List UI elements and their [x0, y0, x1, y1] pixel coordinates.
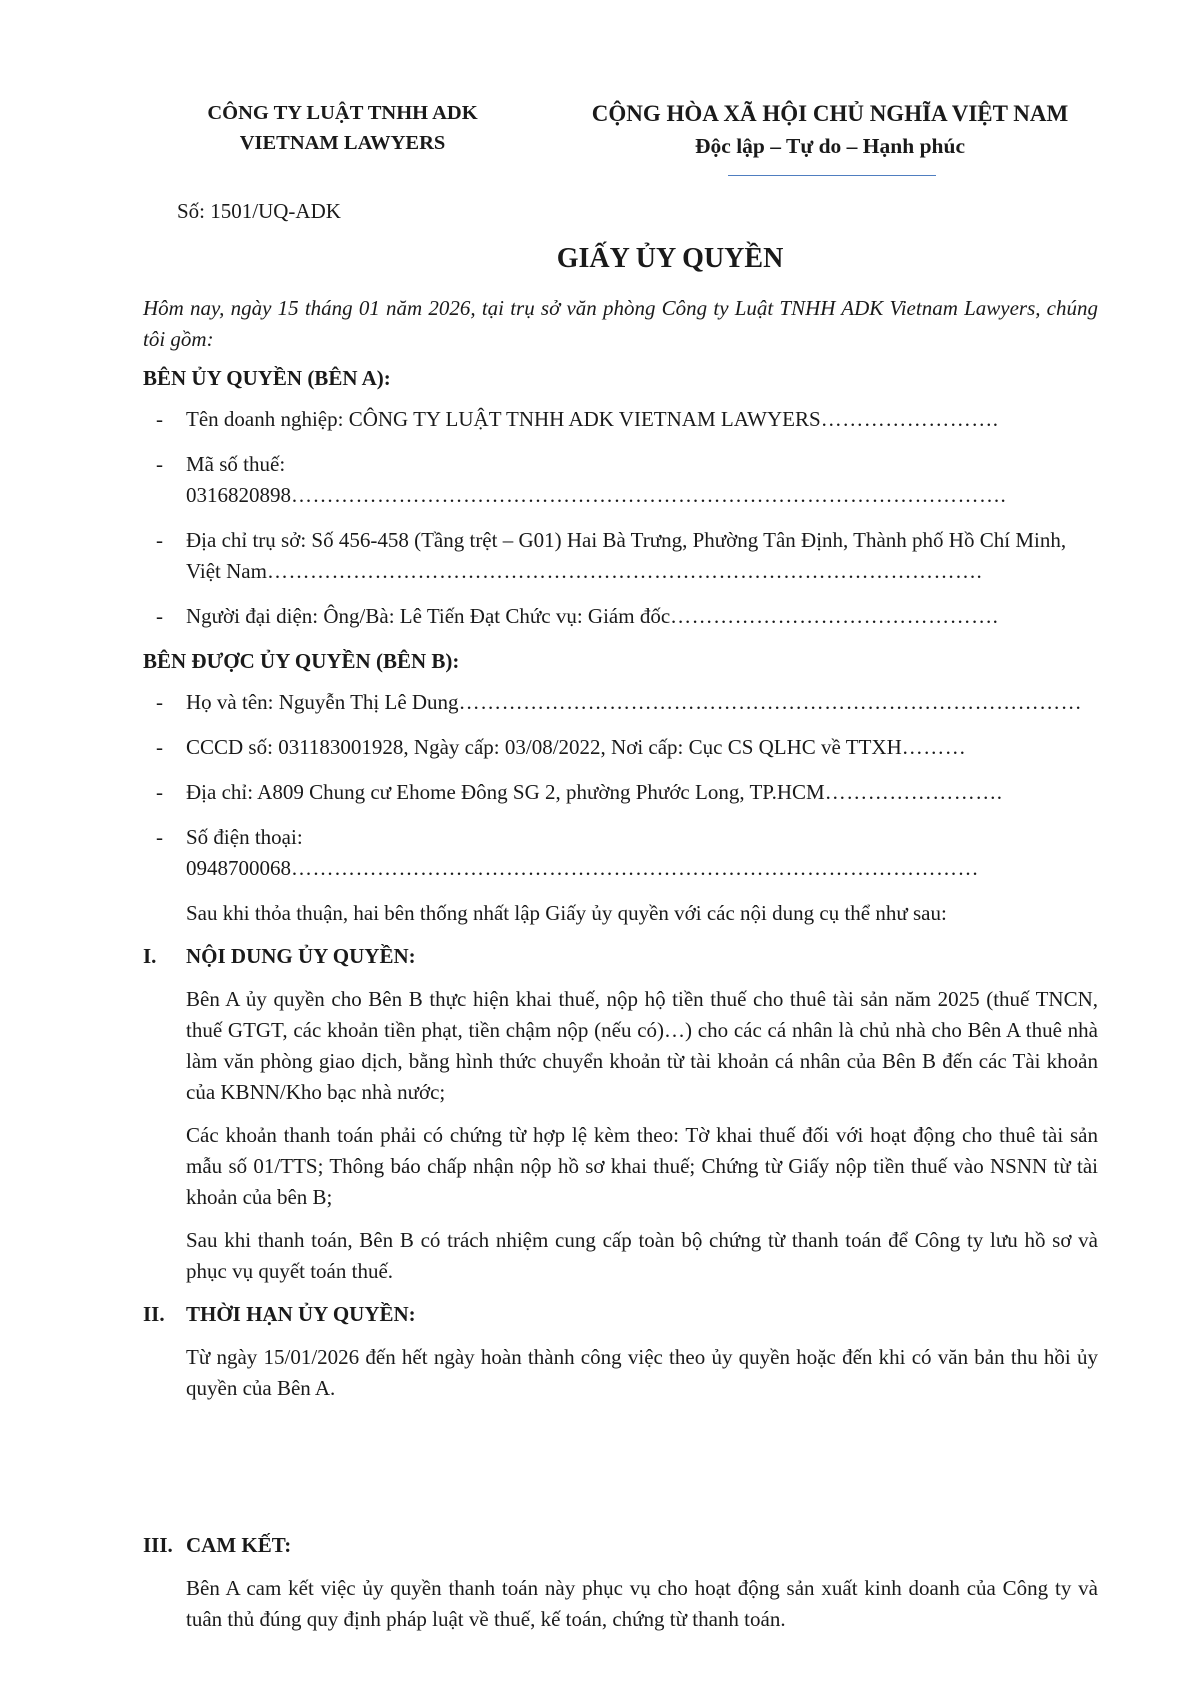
section-title: THỜI HẠN ỦY QUYỀN: [186, 1302, 416, 1326]
party-a-heading: BÊN ỦY QUYỀN (BÊN A): [143, 366, 391, 390]
party-a-item-text: Địa chỉ trụ sở: Số 456-458 (Tầng trệt – G01) Hai Bà Trưng, Phường Tân Định, Thành phố Hồ Chí Minh, Việt Nam [186, 528, 1067, 583]
section-title: CAM KẾT: [186, 1533, 292, 1557]
fill-dots: ……… [901, 735, 967, 759]
list-dash: - [156, 690, 163, 714]
party-b-item [143, 777, 1098, 808]
section-paragraph: Bên A ủy quyền cho Bên B thực hiện khai thuế, nộp hộ tiền thuế cho thuê tài sản năm 2025 (thuế TNCN, thuế GTGT, các khoản tiền phạt, tiền chậm nộp (nếu có)…) cho các cá nhân là chủ nhà cho Bên A thuê nhà làm văn phòng giao dịch, bằng hình thức chuyển khoản từ tài khoản cá nhân của Bên B đến các Tài khoản của KBNN/Kho bạc nhà nước; [186, 987, 1098, 1104]
party-b-item-text: CCCD số: 031183001928, Ngày cấp: 03/08/2022, Nơi cấp: Cục CS QLHC về TTXH [186, 735, 902, 759]
fill-dots: ………………………………………………………………………………………. [266, 559, 983, 583]
party-b-item-text: Số điện thoại: 0948700068 [186, 825, 303, 880]
section-heading [143, 1530, 1098, 1561]
party-a-item [143, 404, 1098, 435]
list-dash: - [156, 452, 163, 476]
list-dash: - [156, 528, 163, 552]
party-a-item-text: Tên doanh nghiệp: CÔNG TY LUẬT TNHH ADK VIETNAM LAWYERS [186, 407, 821, 431]
document-title [0, 241, 1200, 277]
fill-dots: …………………………………………………………………………… [458, 690, 1083, 714]
fill-dots: ………………………………………. [670, 604, 999, 628]
intro-paragraph: Hôm nay, ngày 15 tháng 01 năm 2026, tại trụ sở văn phòng Công ty Luật TNHH ADK Vietnam Lawyers, chúng tôi gồm: [143, 296, 1098, 351]
nation-title: CỘNG HÒA XÃ HỘI CHỦ NGHĨA VIỆT NAM [591, 101, 1069, 126]
party-a-item [143, 449, 1098, 511]
fill-dots: ……………………. [824, 780, 1003, 804]
fill-dots: …………………………………………………………………………………… [291, 856, 979, 880]
fill-dots: ……………………. [820, 407, 999, 431]
party-b-item-text: Địa chỉ: A809 Chung cư Ehome Đông SG 2, phường Phước Long, TP.HCM [186, 780, 825, 804]
motto-underline [728, 175, 936, 176]
section-paragraph: Bên A cam kết việc ủy quyền thanh toán này phục vụ cho hoạt động sản xuất kinh doanh của Công ty và tuân thủ đúng quy định pháp luật về thuế, kế toán, chứng từ thanh toán. [186, 1576, 1098, 1631]
company-name-line2: VIETNAM LAWYERS [239, 132, 446, 154]
party-a-item [143, 601, 1098, 632]
party-a-item-text: Mã số thuế: 0316820898 [186, 452, 291, 507]
party-b-item-text: Họ và tên: Nguyễn Thị Lê Dung [186, 690, 459, 714]
list-dash: - [156, 780, 163, 804]
party-b-item [143, 732, 1098, 763]
section-heading [143, 941, 1098, 972]
section-number: I. [143, 944, 157, 968]
party-b-heading: BÊN ĐƯỢC ỦY QUYỀN (BÊN B): [143, 649, 460, 673]
section-paragraph: Sau khi thanh toán, Bên B có trách nhiệm cung cấp toàn bộ chứng từ thanh toán để Công ty lưu hồ sơ và phục vụ quyết toán thuế. [186, 1228, 1098, 1283]
section-paragraph: Các khoản thanh toán phải có chứng từ hợp lệ kèm theo: Tờ khai thuế đối với hoạt động cho thuê tài sản mẫu số 01/TTS; Thông báo chấp nhận nộp hồ sơ khai thuế; Chứng từ Giấy nộp tiền thuế vào NSNN từ tài khoản của bên B; [186, 1123, 1098, 1209]
party-b-item [143, 687, 1098, 718]
fill-dots: ………………………………………………………………………………………. [291, 483, 1007, 507]
national-motto: Độc lập – Tự do – Hạnh phúc [695, 134, 965, 158]
document-title-text: GIẤY ỦY QUYỀN [556, 243, 784, 274]
list-dash: - [156, 825, 163, 849]
document-body [143, 293, 1098, 1647]
document-number: Số: 1501/UQ-ADK [177, 199, 341, 223]
agreement-paragraph: Sau khi thỏa thuận, hai bên thống nhất lập Giấy ủy quyền với các nội dung cụ thể như sau: [186, 901, 947, 925]
section-number: II. [143, 1302, 165, 1326]
list-dash: - [156, 407, 163, 431]
list-dash: - [156, 735, 163, 759]
party-b-item [143, 822, 1098, 884]
party-a-item-text: Người đại diện: Ông/Bà: Lê Tiến Đạt Chức vụ: Giám đốc [186, 604, 671, 628]
section-number: III. [143, 1533, 173, 1557]
section-paragraph: Từ ngày 15/01/2026 đến hết ngày hoàn thành công việc theo ủy quyền hoặc đến khi có văn bản thu hồi ủy quyền của Bên A. [186, 1345, 1098, 1400]
blank-space [143, 1416, 1098, 1524]
section-heading [143, 1299, 1098, 1330]
list-dash: - [156, 604, 163, 628]
party-a-item [143, 525, 1098, 587]
national-header [540, 97, 1120, 161]
company-name-line1: CÔNG TY LUẬT TNHH ADK [207, 102, 478, 124]
section-title: NỘI DUNG ỦY QUYỀN: [186, 944, 416, 968]
company-header [170, 98, 515, 158]
